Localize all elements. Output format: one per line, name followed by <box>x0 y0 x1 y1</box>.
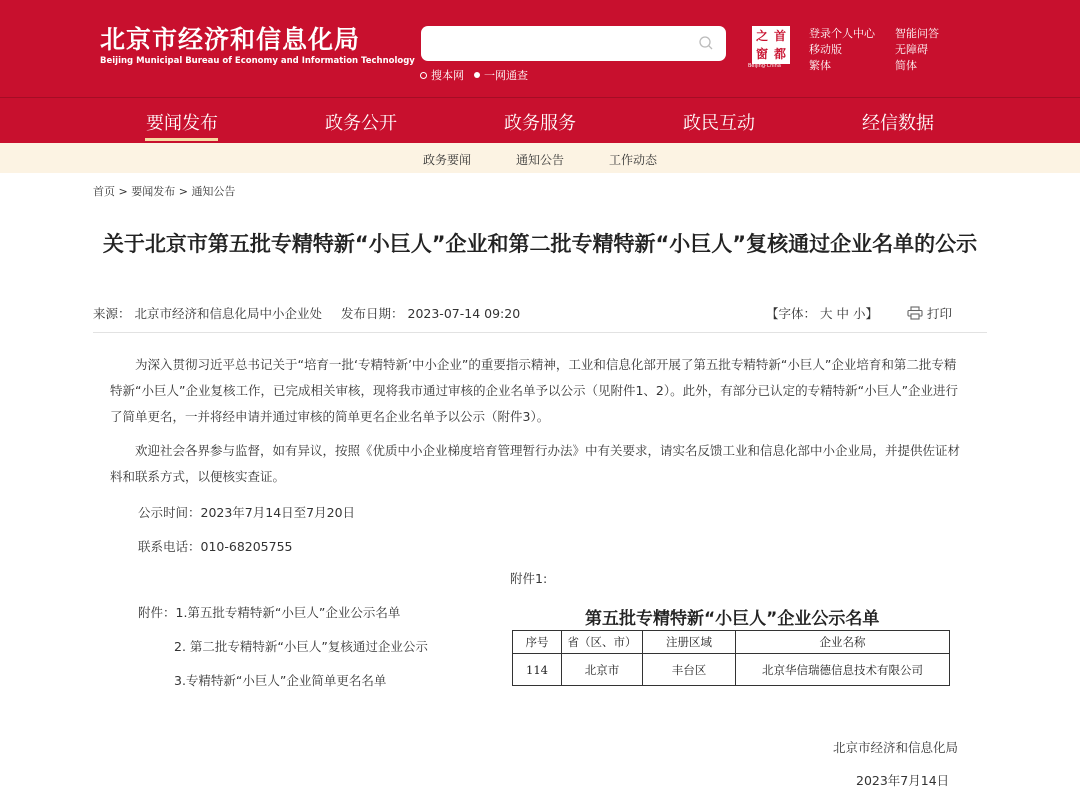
traditional-link[interactable]: 繁体 <box>809 59 831 72</box>
seal-char: 窗 <box>755 47 768 61</box>
col-header-district: 注册区域 <box>643 631 736 654</box>
font-size-large[interactable]: 大 <box>820 306 833 321</box>
search-scope-site-label: 搜本网 <box>431 69 464 82</box>
notice-time: 公示时间：2023年7月14日至7月20日 <box>138 505 356 520</box>
search-scope <box>420 67 538 83</box>
smart-qa-link[interactable]: 智能问答 <box>895 27 939 40</box>
appendix-title: 第五批专精特新“小巨人”企业公示名单 <box>585 609 880 629</box>
printer-icon <box>907 306 923 320</box>
attachment-link-1[interactable]: 附件：1.第五批专精特新“小巨人”企业公示名单 <box>138 605 401 620</box>
site-logo-subtitle: Beijing Municipal Bureau of Economy and Information Technology <box>100 56 415 66</box>
font-size-control <box>766 304 878 322</box>
search-icon[interactable] <box>698 35 714 51</box>
date-label: 发布日期： <box>341 306 404 321</box>
table-row <box>513 654 950 686</box>
print-label: 打印 <box>927 306 953 321</box>
nav-interaction[interactable]: 政民互动 <box>683 113 755 134</box>
article-paragraph: 欢迎社会各界参与监督，如有异议，按照《优质中小企业梯度培育管理暂行办法》中有关要求，请实名反馈工业和信息化部中小企业局，并提供佐证材料和联系方式，以便核实查证。 <box>110 443 961 484</box>
breadcrumb-home[interactable]: 首页 <box>93 185 115 198</box>
nav-active-indicator <box>145 138 218 141</box>
breadcrumb <box>93 183 235 199</box>
search-scope-site[interactable] <box>420 67 464 83</box>
font-size-medium[interactable]: 中 <box>836 306 850 321</box>
signature-date: 2023年7月14日 <box>856 773 950 788</box>
accessible-link[interactable]: 无障碍 <box>895 43 928 56</box>
seal-caption: Beijing·China <box>748 63 781 69</box>
date-value: 2023-07-14 09:20 <box>407 306 521 321</box>
breadcrumb-separator: > <box>115 185 132 198</box>
login-link[interactable]: 登录个人中心 <box>809 27 875 40</box>
breadcrumb-news[interactable]: 要闻发布 <box>131 185 176 198</box>
font-size-label-end: 】 <box>865 306 879 321</box>
meta-divider <box>93 332 987 333</box>
cell-province: 北京市 <box>562 654 643 686</box>
col-header-index: 序号 <box>513 631 562 654</box>
search-input[interactable] <box>421 26 726 61</box>
attachment-link-3[interactable]: 3.专精特新“小巨人”企业简单更名名单 <box>174 673 387 688</box>
contact-phone: 联系电话：010-68205755 <box>138 539 293 554</box>
cell-index: 114 <box>513 654 562 686</box>
search-scope-all-label: 一网通查 <box>484 69 528 82</box>
article-paragraph: 为深入贯彻习近平总书记关于“培育一批‘专精特新’中小企业”的重要指示精神，工业和信息化部开展了第五批专精特新“小巨人”企业培育和第二批专精特新“小巨人”企业复核工作，已完成相关审核，现将我市通过审核的企业名单予以公示（见附件1、2）。此外，有部分已认定的专精特新“小巨人”企业进行了简单更名，一并将经申请并通过审核的简单更名企业名单予以公示（附件3）。 <box>110 357 959 424</box>
nav-data[interactable]: 经信数据 <box>862 113 934 134</box>
attachment-link-2[interactable]: 2. 第二批专精特新“小巨人”复核通过企业公示 <box>174 639 428 654</box>
article-date <box>341 304 520 322</box>
source-value: 北京市经济和信息化局中小企业处 <box>134 306 323 321</box>
signature-org: 北京市经济和信息化局 <box>833 740 959 755</box>
subnav-gov-news[interactable]: 政务要闻 <box>423 153 472 167</box>
seal-char: 之 <box>755 29 768 43</box>
font-size-small[interactable]: 小 <box>853 306 866 321</box>
subnav-work-updates[interactable]: 工作动态 <box>609 153 658 167</box>
cell-company: 北京华信瑞德信息技术有限公司 <box>736 654 950 686</box>
nav-gov-service[interactable]: 政务服务 <box>504 113 576 134</box>
subnav-notices[interactable]: 通知公告 <box>516 153 565 167</box>
seal-char: 首 <box>773 29 786 43</box>
nav-gov-open[interactable]: 政务公开 <box>325 113 397 134</box>
breadcrumb-separator: > <box>175 185 192 198</box>
table-header-row <box>513 631 950 654</box>
breadcrumb-notices[interactable]: 通知公告 <box>191 185 236 198</box>
appendix-label: 附件1: <box>510 571 548 586</box>
radio-unchecked-icon <box>420 72 427 79</box>
simplified-link[interactable]: 简体 <box>895 59 917 72</box>
seal-char: 都 <box>773 47 786 61</box>
site-logo-title[interactable]: 北京市经济和信息化局 <box>100 25 361 54</box>
company-table <box>512 630 950 686</box>
radio-checked-icon <box>474 72 480 78</box>
mobile-link[interactable]: 移动版 <box>809 43 842 56</box>
font-size-label: 【字体： <box>766 306 817 321</box>
source-label: 来源： <box>93 306 131 321</box>
col-header-province: 省（区、市） <box>562 631 643 654</box>
article-title: 关于北京市第五批专精特新“小巨人”企业和第二批专精特新“小巨人”复核通过企业名单的公示 <box>102 232 978 256</box>
capital-window-seal[interactable] <box>752 26 790 64</box>
search-scope-all[interactable] <box>474 67 528 83</box>
article-source <box>93 304 322 322</box>
cell-district: 丰台区 <box>643 654 736 686</box>
col-header-company: 企业名称 <box>736 631 950 654</box>
nav-news[interactable]: 要闻发布 <box>146 113 218 134</box>
print-button[interactable] <box>907 304 952 322</box>
